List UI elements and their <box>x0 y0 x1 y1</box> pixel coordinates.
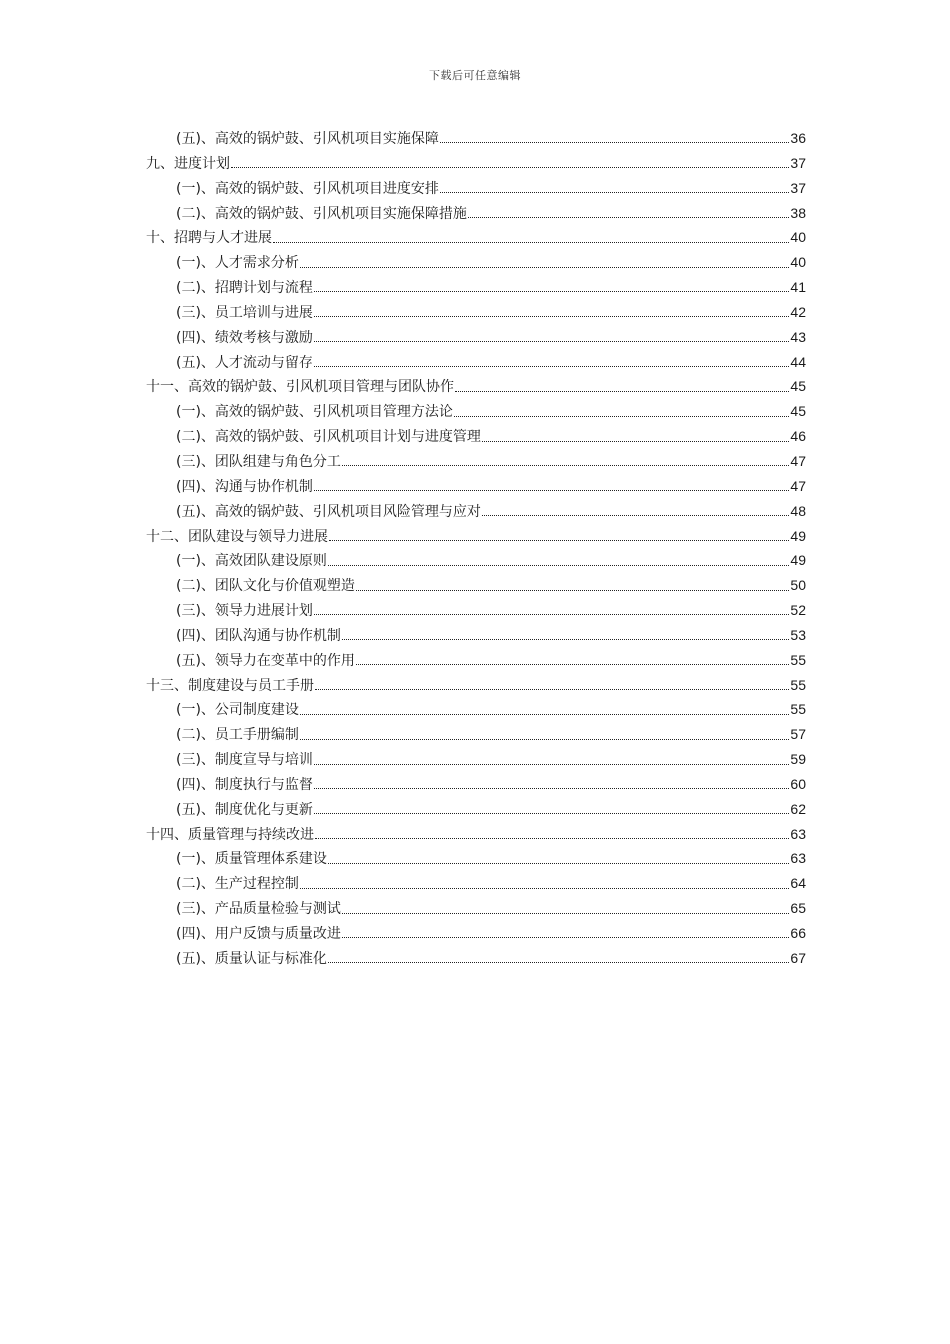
toc-entry-title: (一)、公司制度建设 <box>176 702 299 719</box>
toc-page-number: 40 <box>790 229 806 246</box>
toc-section-entry[interactable] <box>146 424 806 449</box>
toc-chapter-entry[interactable] <box>146 374 806 399</box>
toc-dot-leader <box>315 678 789 692</box>
toc-entry-title: (一)、质量管理体系建设 <box>176 851 327 868</box>
toc-page-number: 37 <box>790 179 806 196</box>
toc-entry-title: (五)、质量认证与标准化 <box>176 950 327 967</box>
toc-section-entry[interactable] <box>146 846 806 871</box>
toc-entry-title: (五)、领导力在变革中的作用 <box>176 652 355 669</box>
toc-entry-title: 十二、团队建设与领导力进展 <box>146 528 328 545</box>
table-of-contents <box>146 126 806 971</box>
toc-page-number: 55 <box>790 651 806 668</box>
toc-entry-title: (三)、团队组建与角色分工 <box>176 453 341 470</box>
toc-section-entry[interactable] <box>146 474 806 499</box>
toc-page-number: 44 <box>790 353 806 370</box>
toc-page-number: 38 <box>790 204 806 221</box>
toc-section-entry[interactable] <box>146 449 806 474</box>
toc-dot-leader <box>314 479 789 493</box>
toc-page-number: 36 <box>790 130 806 146</box>
toc-chapter-entry[interactable] <box>146 151 806 176</box>
toc-section-entry[interactable] <box>146 871 806 896</box>
toc-dot-leader <box>356 653 789 667</box>
toc-dot-leader <box>300 256 789 270</box>
toc-page-number: 40 <box>790 254 806 271</box>
toc-entry-title: (四)、沟通与协作机制 <box>176 478 313 495</box>
toc-page-number: 62 <box>790 800 806 817</box>
toc-dot-leader <box>300 703 789 717</box>
toc-page-number: 49 <box>790 552 806 569</box>
toc-entry-title: (四)、团队沟通与协作机制 <box>176 627 341 644</box>
toc-dot-leader <box>342 454 789 468</box>
toc-entry-title: (二)、招聘计划与流程 <box>176 280 313 297</box>
toc-page-number: 45 <box>790 378 806 395</box>
toc-page-number: 66 <box>790 925 806 941</box>
toc-section-entry[interactable] <box>146 921 806 946</box>
toc-section-entry[interactable] <box>146 548 806 573</box>
toc-page-number: 64 <box>790 875 806 892</box>
toc-dot-leader <box>314 777 789 791</box>
toc-section-entry[interactable] <box>146 300 806 325</box>
toc-page-number: 55 <box>790 701 806 718</box>
toc-entry-title: 十一、高效的锅炉鼓、引风机项目管理与团队协作 <box>146 379 454 396</box>
toc-dot-leader <box>440 131 789 145</box>
toc-entry-title: 九、进度计划 <box>146 155 230 172</box>
toc-entry-title: (五)、高效的锅炉鼓、引风机项目风险管理与应对 <box>176 503 481 520</box>
toc-page-number: 67 <box>790 949 806 966</box>
toc-page-number: 52 <box>790 602 806 619</box>
toc-section-entry[interactable] <box>146 772 806 797</box>
toc-section-entry[interactable] <box>146 275 806 300</box>
toc-entry-title: (五)、人才流动与留存 <box>176 354 313 371</box>
toc-dot-leader <box>342 926 789 940</box>
toc-entry-title: 十三、制度建设与员工手册 <box>146 677 314 694</box>
toc-dot-leader <box>342 628 789 642</box>
toc-dot-leader <box>329 529 789 543</box>
toc-page-number: 63 <box>790 850 806 867</box>
toc-chapter-entry[interactable] <box>146 822 806 847</box>
toc-entry-title: 十、招聘与人才进展 <box>146 230 272 247</box>
toc-section-entry[interactable] <box>146 648 806 673</box>
toc-section-entry[interactable] <box>146 697 806 722</box>
toc-page-number: 50 <box>790 577 806 594</box>
toc-section-entry[interactable] <box>146 250 806 275</box>
toc-page-number: 43 <box>790 328 806 345</box>
toc-section-entry[interactable] <box>146 499 806 524</box>
toc-entry-title: (五)、制度优化与更新 <box>176 801 313 818</box>
toc-page-number: 63 <box>790 825 806 842</box>
toc-dot-leader <box>315 827 789 841</box>
toc-entry-title: (二)、员工手册编制 <box>176 727 299 744</box>
toc-entry-title: (四)、用户反馈与质量改进 <box>176 926 341 942</box>
toc-entry-title: (二)、团队文化与价值观塑造 <box>176 578 355 595</box>
toc-entry-title: (四)、制度执行与监督 <box>176 776 313 793</box>
toc-section-entry[interactable] <box>146 399 806 424</box>
toc-dot-leader <box>273 231 789 245</box>
toc-dot-leader <box>440 181 789 195</box>
toc-page-number: 42 <box>790 303 806 320</box>
toc-dot-leader <box>314 603 789 617</box>
toc-page-number: 48 <box>790 502 806 519</box>
toc-page-number: 55 <box>790 676 806 693</box>
toc-dot-leader <box>314 802 789 816</box>
toc-dot-leader <box>231 156 789 170</box>
toc-chapter-entry[interactable] <box>146 673 806 698</box>
toc-dot-leader <box>454 405 789 419</box>
toc-section-entry[interactable] <box>146 623 806 648</box>
toc-dot-leader <box>314 305 789 319</box>
toc-page-number: 41 <box>790 279 806 296</box>
toc-page-number: 46 <box>790 428 806 445</box>
toc-page-number: 65 <box>790 900 806 917</box>
toc-section-entry[interactable] <box>146 126 806 151</box>
toc-page-number: 60 <box>790 775 806 792</box>
toc-page-number: 47 <box>790 452 806 469</box>
toc-page-number: 45 <box>790 403 806 420</box>
toc-dot-leader <box>300 877 789 891</box>
toc-section-entry[interactable] <box>146 598 806 623</box>
toc-dot-leader <box>314 355 789 369</box>
toc-page-number: 53 <box>790 626 806 643</box>
toc-dot-leader <box>314 753 789 767</box>
toc-section-entry[interactable] <box>146 722 806 747</box>
toc-entry-title: (三)、领导力进展计划 <box>176 603 313 620</box>
toc-entry-title: (一)、人才需求分析 <box>176 255 299 272</box>
toc-section-entry[interactable] <box>146 946 806 971</box>
toc-dot-leader <box>314 280 789 294</box>
toc-page-number: 47 <box>790 477 806 494</box>
toc-dot-leader <box>342 902 789 916</box>
toc-section-entry[interactable] <box>146 896 806 921</box>
toc-entry-title: (二)、高效的锅炉鼓、引风机项目实施保障措施 <box>176 205 467 222</box>
toc-chapter-entry[interactable] <box>146 524 806 549</box>
toc-entry-title: (二)、生产过程控制 <box>176 876 299 893</box>
toc-section-entry[interactable] <box>146 747 806 772</box>
toc-section-entry[interactable] <box>146 797 806 822</box>
toc-dot-leader <box>468 206 789 220</box>
toc-page-number: 49 <box>790 527 806 544</box>
toc-entry-title: (一)、高效的锅炉鼓、引风机项目管理方法论 <box>176 404 453 421</box>
toc-dot-leader <box>455 380 789 394</box>
toc-section-entry[interactable] <box>146 201 806 226</box>
toc-dot-leader <box>482 504 789 518</box>
toc-section-entry[interactable] <box>146 573 806 598</box>
toc-section-entry[interactable] <box>146 176 806 201</box>
toc-entry-title: (五)、高效的锅炉鼓、引风机项目实施保障 <box>176 131 439 147</box>
toc-entry-title: (四)、绩效考核与激励 <box>176 329 313 346</box>
page-header: 下载后可任意编辑 <box>429 69 521 82</box>
toc-dot-leader <box>482 430 789 444</box>
toc-entry-title: (二)、高效的锅炉鼓、引风机项目计划与进度管理 <box>176 429 481 446</box>
toc-dot-leader <box>328 852 789 866</box>
toc-entry-title: (一)、高效的锅炉鼓、引风机项目进度安排 <box>176 180 439 197</box>
toc-dot-leader <box>314 330 789 344</box>
toc-page-number: 37 <box>790 154 806 171</box>
toc-page-number: 57 <box>790 726 806 743</box>
toc-entry-title: (三)、员工培训与进展 <box>176 304 313 321</box>
toc-dot-leader <box>328 951 789 965</box>
toc-dot-leader <box>300 728 789 742</box>
toc-dot-leader <box>328 554 789 568</box>
toc-dot-leader <box>356 579 789 593</box>
toc-section-entry[interactable] <box>146 350 806 375</box>
toc-page-number: 59 <box>790 751 806 768</box>
toc-entry-title: (一)、高效团队建设原则 <box>176 553 327 570</box>
toc-section-entry[interactable] <box>146 325 806 350</box>
toc-entry-title: (三)、产品质量检验与测试 <box>176 901 341 918</box>
toc-chapter-entry[interactable] <box>146 225 806 250</box>
toc-entry-title: (三)、制度宣导与培训 <box>176 752 313 769</box>
toc-entry-title: 十四、质量管理与持续改进 <box>146 826 314 843</box>
